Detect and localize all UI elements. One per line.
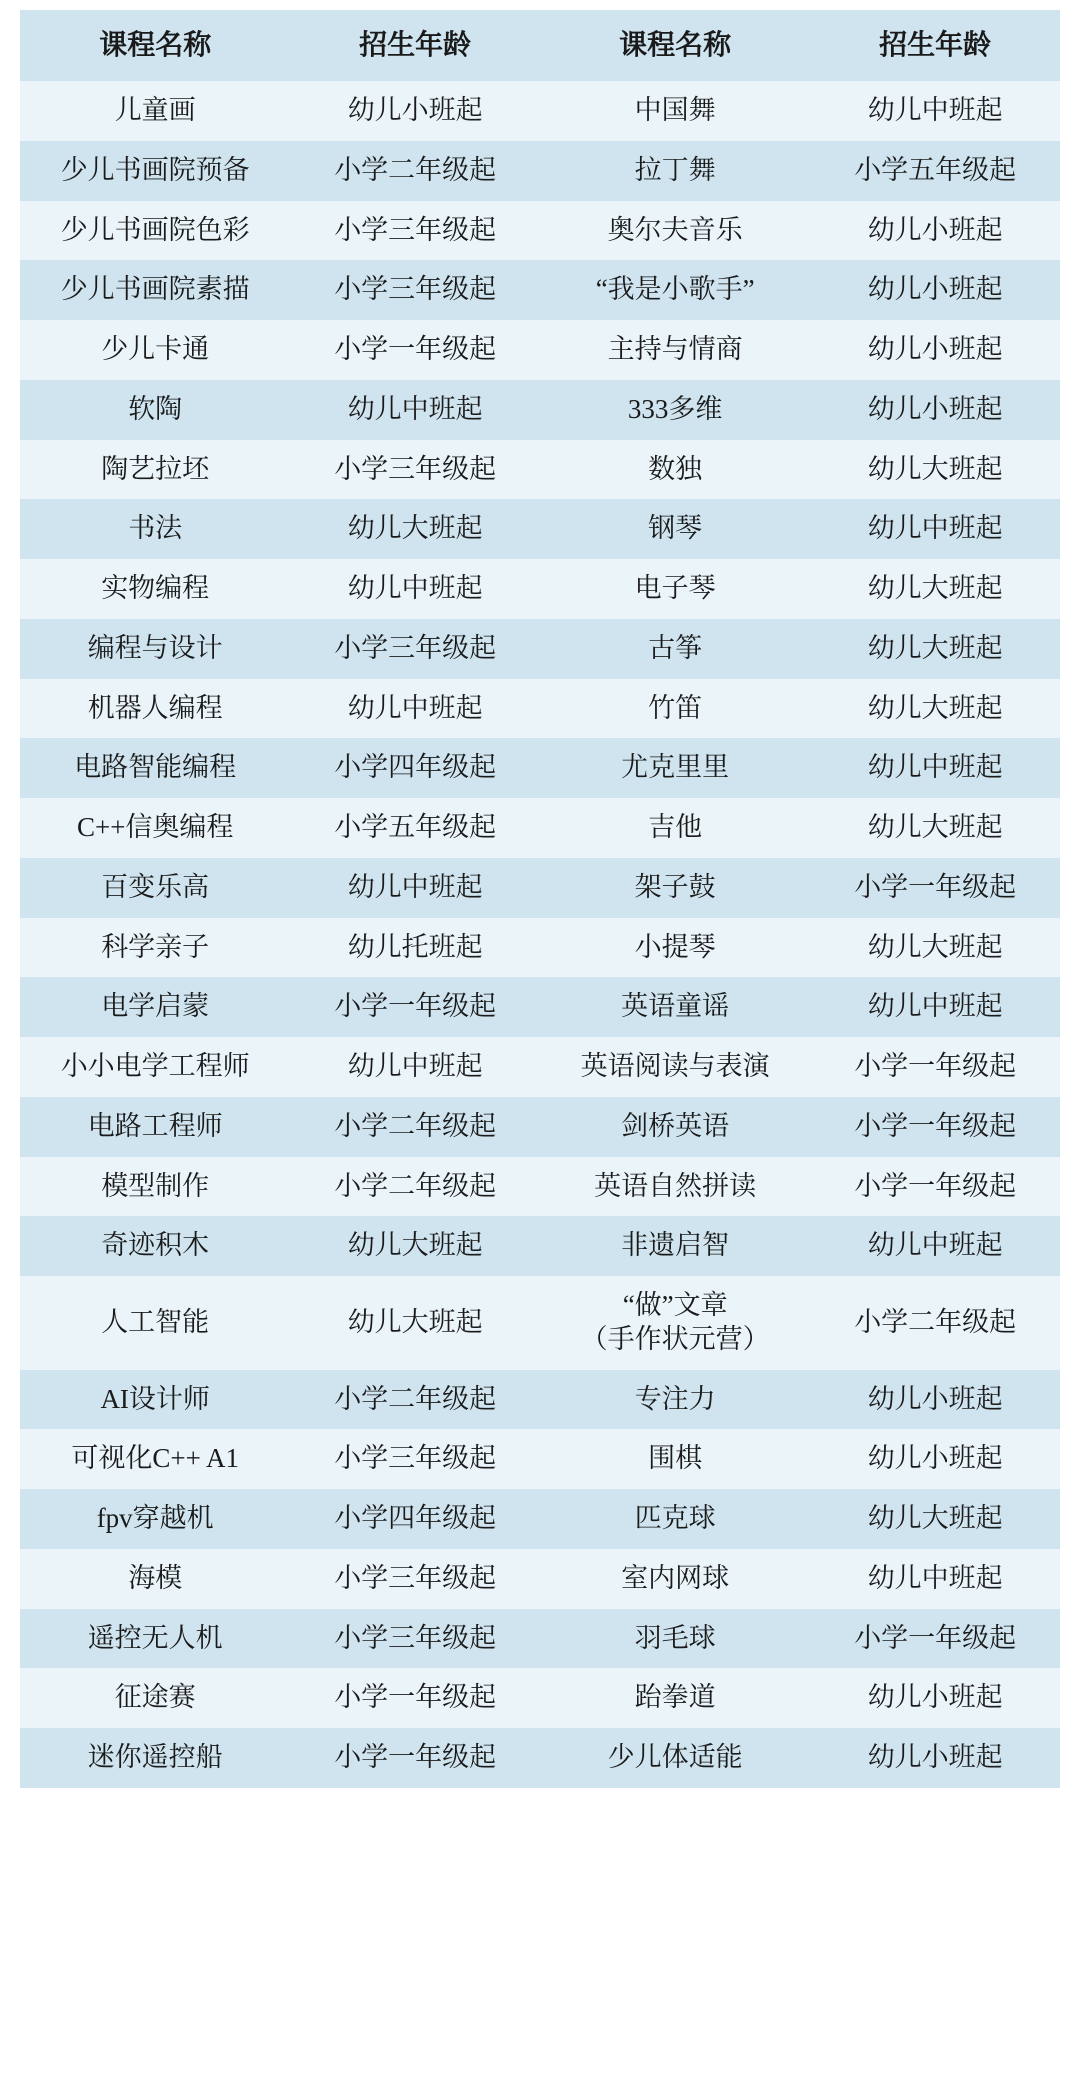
- table-row: [20, 499, 1060, 559]
- table-row: [20, 1489, 1060, 1549]
- cell-course-name-right: 架子鼓: [540, 858, 810, 918]
- cell-course-name-left: 遥控无人机: [20, 1609, 290, 1669]
- table-row: [20, 858, 1060, 918]
- table-row: [20, 81, 1060, 141]
- cell-course-name-left: 小小电学工程师: [20, 1037, 290, 1097]
- cell-age-right: 小学五年级起: [810, 141, 1060, 201]
- cell-age-left: 幼儿中班起: [290, 559, 540, 619]
- cell-course-name-left: 电路智能编程: [20, 738, 290, 798]
- column-header-age-left: 招生年龄: [290, 10, 540, 81]
- cell-course-name-right: 吉他: [540, 798, 810, 858]
- cell-course-name-right: 古筝: [540, 619, 810, 679]
- cell-course-name-left: 迷你遥控船: [20, 1728, 290, 1788]
- cell-text-line: “做”文章: [622, 1290, 728, 1320]
- table-row: [20, 1549, 1060, 1609]
- cell-course-name-left: 少儿书画院素描: [20, 260, 290, 320]
- cell-course-name-left: 奇迹积木: [20, 1216, 290, 1276]
- cell-course-name-right: 小提琴: [540, 918, 810, 978]
- cell-age-left: 幼儿大班起: [290, 499, 540, 559]
- table-row: [20, 141, 1060, 201]
- table-row: [20, 260, 1060, 320]
- cell-course-name-right: 拉丁舞: [540, 141, 810, 201]
- cell-course-name-right: 室内网球: [540, 1549, 810, 1609]
- cell-course-name-right: 匹克球: [540, 1489, 810, 1549]
- cell-age-right: 小学一年级起: [810, 1609, 1060, 1669]
- cell-course-name-left: 模型制作: [20, 1157, 290, 1217]
- cell-age-right: 幼儿小班起: [810, 380, 1060, 440]
- table-row: [20, 1037, 1060, 1097]
- cell-age-right: 幼儿小班起: [810, 201, 1060, 261]
- cell-age-left: 小学三年级起: [290, 1549, 540, 1609]
- course-table: [20, 10, 1060, 1788]
- cell-course-name-right: 剑桥英语: [540, 1097, 810, 1157]
- table-row: [20, 679, 1060, 739]
- cell-course-name-right: 围棋: [540, 1429, 810, 1489]
- cell-course-name-right: 奥尔夫音乐: [540, 201, 810, 261]
- table-row: [20, 380, 1060, 440]
- cell-course-name-right: 中国舞: [540, 81, 810, 141]
- cell-age-left: 小学三年级起: [290, 260, 540, 320]
- cell-course-name-left: 可视化C++ A1: [20, 1429, 290, 1489]
- cell-age-right: 幼儿中班起: [810, 1216, 1060, 1276]
- cell-course-name-left: 少儿书画院色彩: [20, 201, 290, 261]
- cell-course-name-right: “我是小歌手”: [540, 260, 810, 320]
- cell-course-name-left: 陶艺拉坯: [20, 440, 290, 500]
- cell-course-name-right: 英语童谣: [540, 977, 810, 1037]
- cell-course-name-right: 电子琴: [540, 559, 810, 619]
- cell-course-name-right: 钢琴: [540, 499, 810, 559]
- cell-course-name-left: 少儿书画院预备: [20, 141, 290, 201]
- cell-age-left: 小学一年级起: [290, 320, 540, 380]
- table-body: [20, 81, 1060, 1788]
- table-row: [20, 1609, 1060, 1669]
- cell-age-left: 小学三年级起: [290, 619, 540, 679]
- column-header-course-name-left: 课程名称: [20, 10, 290, 81]
- cell-course-name-left: 海模: [20, 1549, 290, 1609]
- table-row: [20, 977, 1060, 1037]
- cell-text-line: （手作状元营）: [580, 1323, 770, 1354]
- cell-age-right: 小学一年级起: [810, 1037, 1060, 1097]
- cell-course-name-left: 机器人编程: [20, 679, 290, 739]
- cell-course-name-right: 英语阅读与表演: [540, 1037, 810, 1097]
- cell-age-left: 小学一年级起: [290, 1728, 540, 1788]
- cell-age-right: 幼儿大班起: [810, 1489, 1060, 1549]
- column-header-age-right: 招生年龄: [810, 10, 1060, 81]
- cell-course-name-right: 非遗启智: [540, 1216, 810, 1276]
- cell-course-name-left: C++信奥编程: [20, 798, 290, 858]
- cell-age-right: 幼儿小班起: [810, 1728, 1060, 1788]
- table-row: [20, 619, 1060, 679]
- cell-age-left: 小学二年级起: [290, 141, 540, 201]
- cell-age-right: 幼儿小班起: [810, 1429, 1060, 1489]
- cell-age-left: 小学四年级起: [290, 738, 540, 798]
- header-row: [20, 10, 1060, 81]
- cell-age-left: 小学二年级起: [290, 1097, 540, 1157]
- cell-age-right: 幼儿小班起: [810, 1370, 1060, 1430]
- cell-age-right: 幼儿大班起: [810, 559, 1060, 619]
- cell-course-name-left: 儿童画: [20, 81, 290, 141]
- cell-course-name-right: 竹笛: [540, 679, 810, 739]
- cell-course-name-right: 主持与情商: [540, 320, 810, 380]
- cell-age-left: 幼儿大班起: [290, 1276, 540, 1370]
- cell-age-left: 小学三年级起: [290, 1609, 540, 1669]
- cell-course-name-left: fpv穿越机: [20, 1489, 290, 1549]
- cell-age-left: 幼儿托班起: [290, 918, 540, 978]
- table-row: [20, 559, 1060, 619]
- course-table-container: [20, 0, 1060, 1800]
- cell-age-left: 幼儿中班起: [290, 679, 540, 739]
- cell-age-right: 幼儿中班起: [810, 499, 1060, 559]
- cell-age-right: 小学一年级起: [810, 858, 1060, 918]
- cell-course-name-left: 实物编程: [20, 559, 290, 619]
- cell-age-left: 幼儿中班起: [290, 380, 540, 440]
- cell-age-right: 幼儿小班起: [810, 260, 1060, 320]
- cell-age-left: 小学一年级起: [290, 977, 540, 1037]
- cell-age-left: 幼儿大班起: [290, 1216, 540, 1276]
- cell-course-name-right: 数独: [540, 440, 810, 500]
- cell-course-name-left: 电路工程师: [20, 1097, 290, 1157]
- cell-age-left: 小学二年级起: [290, 1157, 540, 1217]
- table-row: [20, 1097, 1060, 1157]
- cell-age-left: 小学一年级起: [290, 1668, 540, 1728]
- cell-age-right: 幼儿中班起: [810, 81, 1060, 141]
- table-row: [20, 320, 1060, 380]
- table-row: [20, 738, 1060, 798]
- column-header-course-name-right: 课程名称: [540, 10, 810, 81]
- table-row: [20, 1370, 1060, 1430]
- cell-age-left: 小学三年级起: [290, 201, 540, 261]
- cell-course-name-right: 羽毛球: [540, 1609, 810, 1669]
- table-row: [20, 1276, 1060, 1370]
- table-row: [20, 798, 1060, 858]
- table-row: [20, 440, 1060, 500]
- table-row: [20, 1728, 1060, 1788]
- cell-age-left: 幼儿小班起: [290, 81, 540, 141]
- table-header: [20, 10, 1060, 81]
- cell-age-left: 小学四年级起: [290, 1489, 540, 1549]
- cell-age-left: 小学五年级起: [290, 798, 540, 858]
- cell-course-name-left: 百变乐高: [20, 858, 290, 918]
- table-row: [20, 1668, 1060, 1728]
- cell-age-right: 小学一年级起: [810, 1097, 1060, 1157]
- cell-age-left: 小学三年级起: [290, 1429, 540, 1489]
- cell-course-name-left: 少儿卡通: [20, 320, 290, 380]
- cell-age-right: 幼儿小班起: [810, 320, 1060, 380]
- cell-age-left: 小学三年级起: [290, 440, 540, 500]
- cell-age-right: 幼儿大班起: [810, 619, 1060, 679]
- cell-age-left: 小学二年级起: [290, 1370, 540, 1430]
- table-row: [20, 1429, 1060, 1489]
- cell-course-name-right: 333多维: [540, 380, 810, 440]
- cell-age-right: 幼儿大班起: [810, 918, 1060, 978]
- cell-age-right: 幼儿中班起: [810, 1549, 1060, 1609]
- cell-age-left: 幼儿中班起: [290, 1037, 540, 1097]
- cell-age-right: 小学一年级起: [810, 1157, 1060, 1217]
- cell-age-right: 幼儿小班起: [810, 1668, 1060, 1728]
- cell-course-name-left: 人工智能: [20, 1276, 290, 1370]
- cell-course-name-left: AI设计师: [20, 1370, 290, 1430]
- cell-age-right: 幼儿大班起: [810, 679, 1060, 739]
- cell-course-name-left: 电学启蒙: [20, 977, 290, 1037]
- cell-course-name-left: 软陶: [20, 380, 290, 440]
- cell-course-name-right: 尤克里里: [540, 738, 810, 798]
- cell-course-name-right: 跆拳道: [540, 1668, 810, 1728]
- cell-age-left: 幼儿中班起: [290, 858, 540, 918]
- cell-course-name-right: 少儿体适能: [540, 1728, 810, 1788]
- cell-age-right: 幼儿中班起: [810, 738, 1060, 798]
- cell-course-name-left: 科学亲子: [20, 918, 290, 978]
- cell-age-right: 幼儿大班起: [810, 440, 1060, 500]
- cell-course-name-right: [540, 1276, 810, 1370]
- table-row: [20, 1216, 1060, 1276]
- cell-course-name-left: 编程与设计: [20, 619, 290, 679]
- cell-course-name-right: 英语自然拼读: [540, 1157, 810, 1217]
- table-row: [20, 201, 1060, 261]
- table-row: [20, 918, 1060, 978]
- cell-age-right: 幼儿中班起: [810, 977, 1060, 1037]
- table-row: [20, 1157, 1060, 1217]
- cell-age-right: 小学二年级起: [810, 1276, 1060, 1370]
- cell-course-name-left: 征途赛: [20, 1668, 290, 1728]
- cell-course-name-right: 专注力: [540, 1370, 810, 1430]
- cell-course-name-left: 书法: [20, 499, 290, 559]
- cell-age-right: 幼儿大班起: [810, 798, 1060, 858]
